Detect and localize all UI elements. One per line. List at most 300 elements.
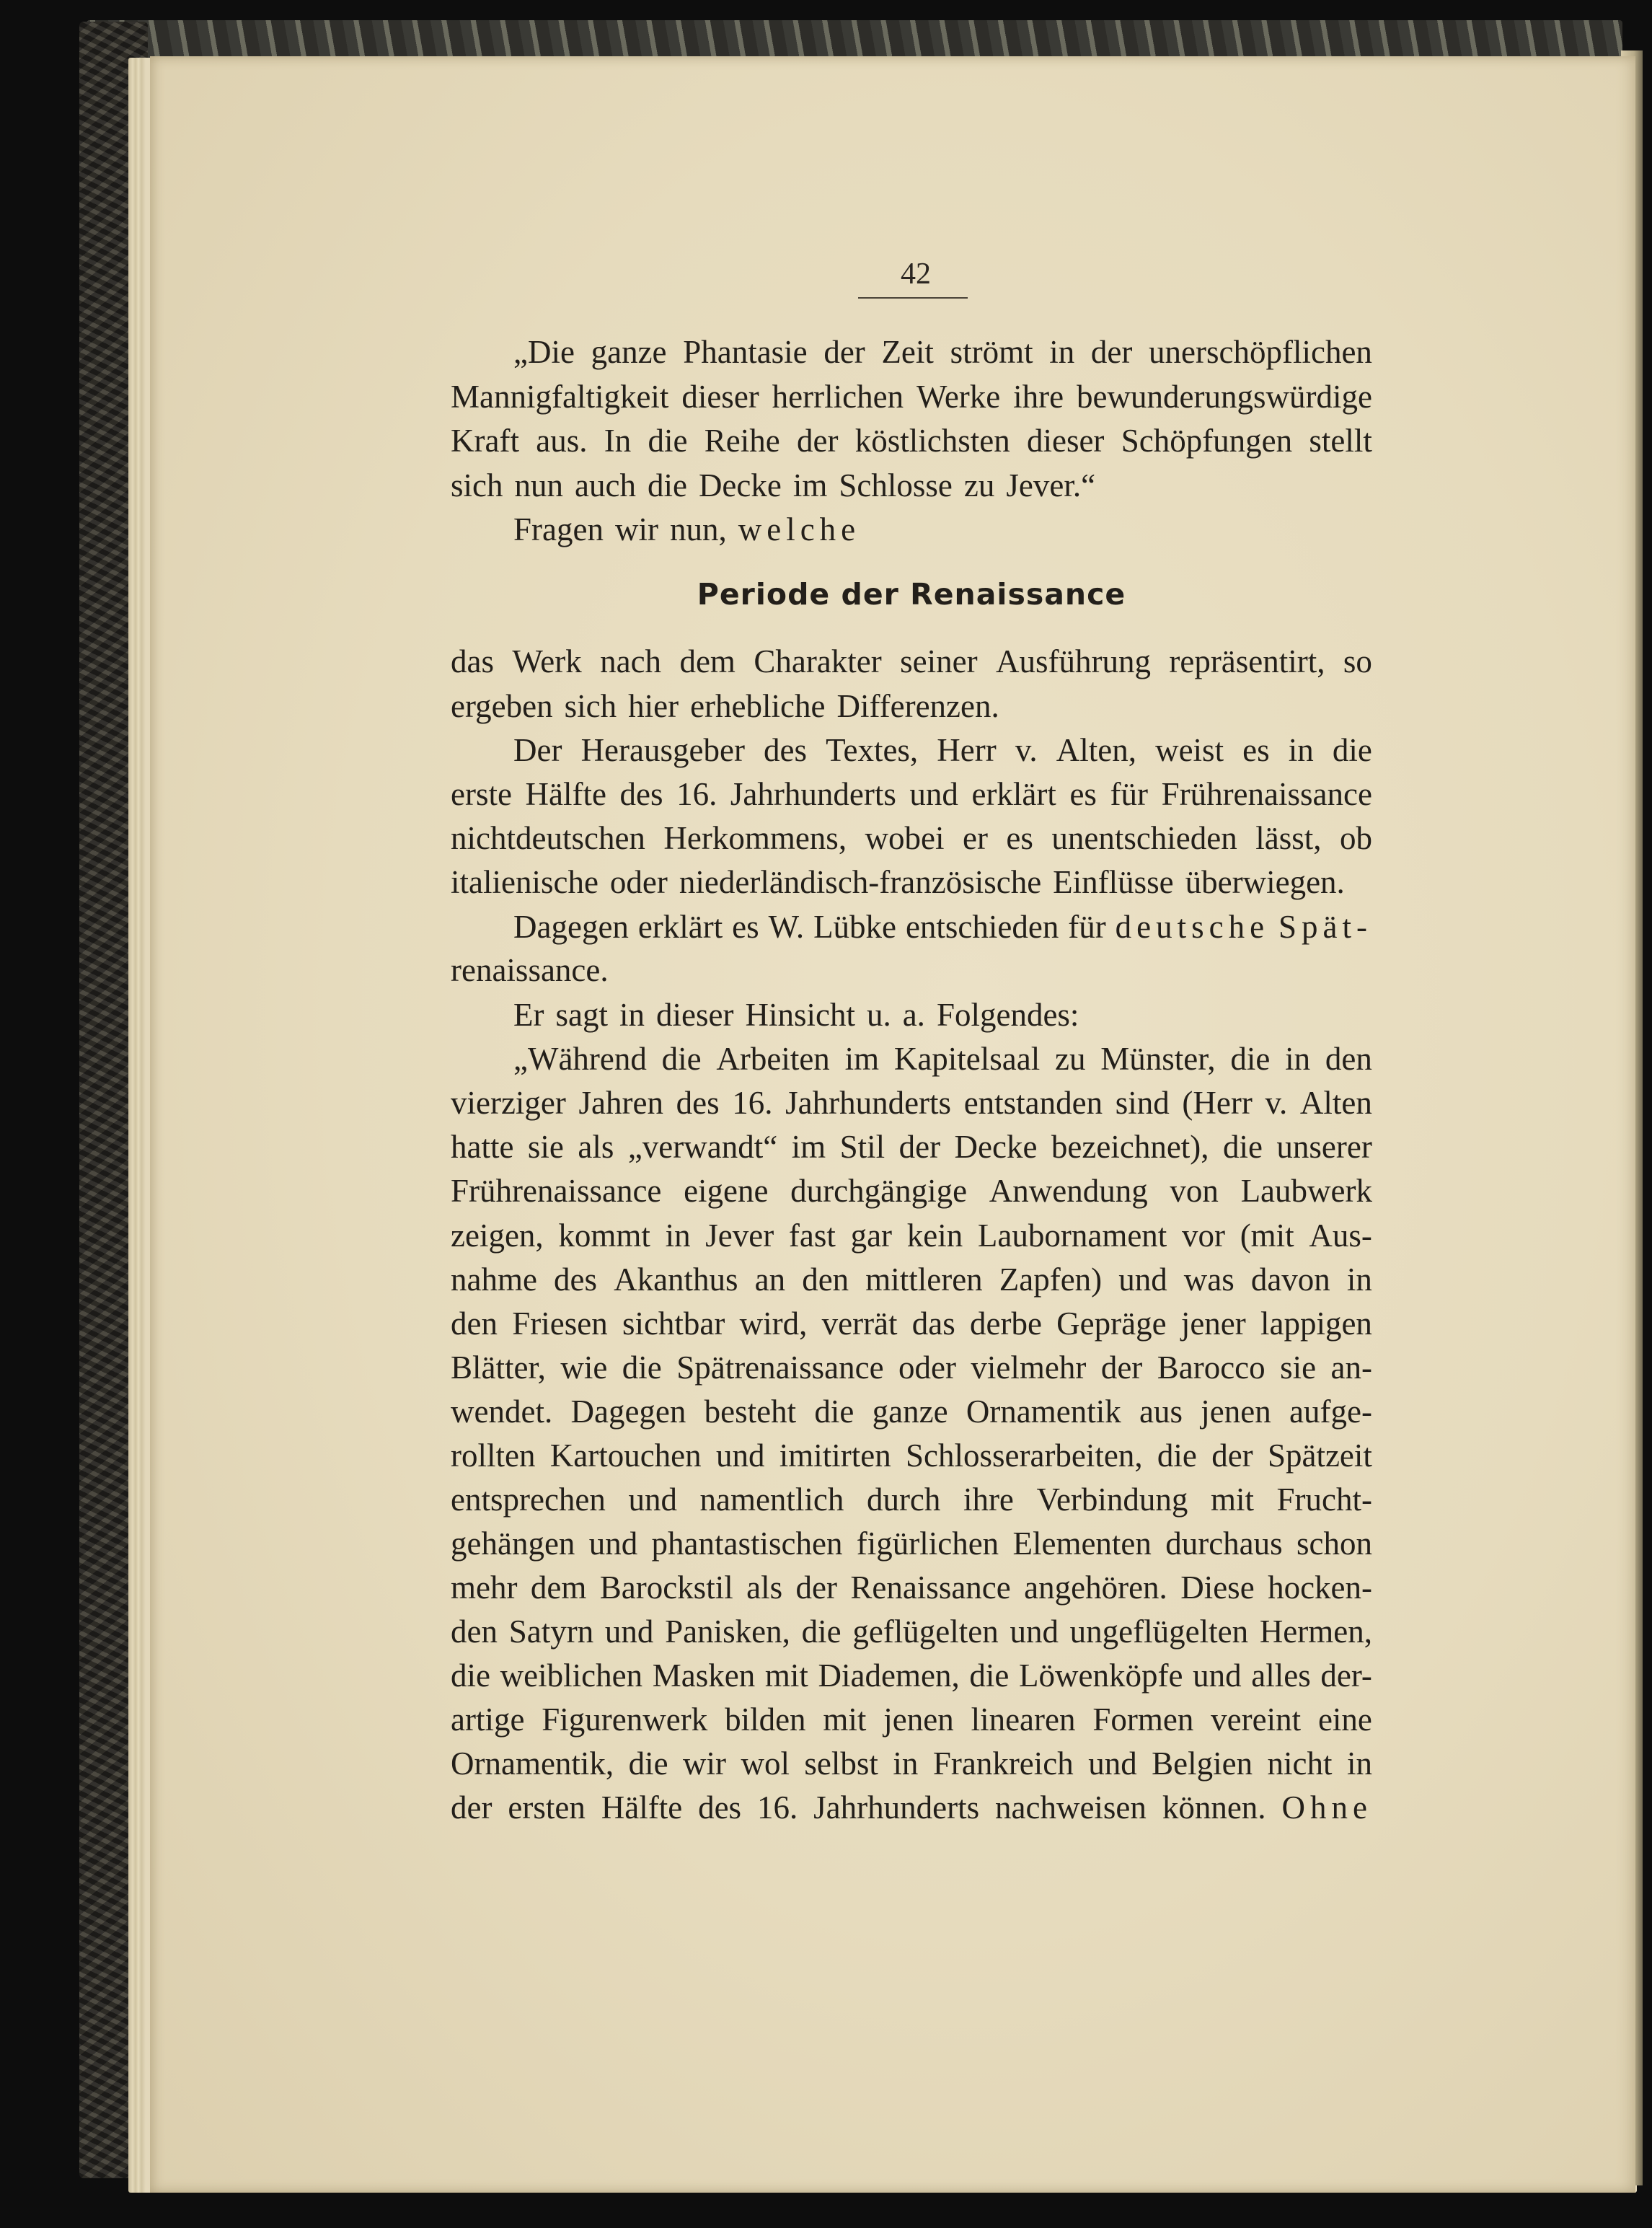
page-number-rule [858, 297, 968, 299]
word: sind [1115, 1085, 1170, 1121]
word: ob [1339, 820, 1372, 856]
word: nun, [669, 511, 727, 547]
text-line [451, 1169, 1372, 1212]
word: köstlichsten [854, 423, 1010, 459]
word: und [628, 1481, 677, 1518]
word: den [451, 1305, 498, 1342]
word: Kartouchen [549, 1437, 702, 1474]
text-line [451, 1258, 1372, 1301]
word: als [578, 1129, 614, 1165]
word: renaissance. [451, 952, 609, 988]
word: mit [823, 1701, 867, 1738]
word: Alten, [1056, 732, 1136, 768]
word: 16. [676, 776, 717, 812]
word: entschieden [905, 909, 1059, 945]
word: in [1346, 1745, 1372, 1782]
text-line [451, 1302, 1372, 1345]
word: ganze [872, 1393, 948, 1430]
word: angehören. [1024, 1569, 1167, 1606]
word: nun [514, 467, 563, 503]
word: Ohne [1281, 1789, 1372, 1826]
word: in [1346, 1261, 1372, 1298]
word: Alten [1299, 1085, 1372, 1121]
word: Jahren [578, 1085, 663, 1121]
word: deutsche [1115, 909, 1270, 945]
word: Fragen [513, 511, 604, 547]
word: das [451, 643, 494, 679]
word: im [844, 1041, 880, 1077]
word: die [1332, 732, 1372, 768]
word: in [665, 1218, 691, 1254]
word: bewunderungswürdige [1077, 379, 1372, 415]
word: jenen [1201, 1393, 1271, 1430]
word: u. [866, 997, 891, 1033]
word: mit [764, 1657, 808, 1694]
word: hocken- [1268, 1569, 1372, 1606]
word: der [1090, 334, 1133, 370]
word: der- [1320, 1657, 1372, 1694]
word: was [1183, 1261, 1234, 1298]
word: W. [768, 909, 805, 945]
word: eine [1317, 1701, 1372, 1738]
word: Jahrhunderts [813, 1789, 980, 1826]
word: Formen [1092, 1701, 1194, 1738]
word: Elementen [1012, 1525, 1152, 1562]
word: Frankreich [932, 1745, 1074, 1782]
text-line [451, 816, 1372, 860]
word: oder [609, 864, 668, 900]
word: Schöpfungen [1121, 423, 1293, 459]
word: strömt [950, 334, 1033, 370]
word: der [451, 1789, 492, 1826]
word: Herkommens, [663, 820, 847, 856]
word: im [792, 467, 828, 503]
word: verrät [821, 1305, 898, 1342]
text-line [451, 860, 1372, 904]
word: im [791, 1129, 826, 1165]
section-heading: Periode der Renaissance [697, 577, 1126, 612]
word: namentlich [699, 1481, 844, 1518]
word: Friesen [512, 1305, 608, 1342]
text-line [451, 1390, 1372, 1433]
word: und [715, 1437, 765, 1474]
word: repräsentirt, [1169, 643, 1325, 679]
text-line [451, 1522, 1372, 1565]
word: jener [1180, 1305, 1246, 1342]
word: Differenzen. [836, 688, 999, 724]
word: und [909, 776, 958, 812]
word: Anwendung [989, 1173, 1148, 1209]
word: die [647, 467, 687, 503]
word: (mit [1240, 1218, 1294, 1254]
word: Gepräge [1056, 1305, 1167, 1342]
word: durch [866, 1481, 941, 1518]
word: die [1230, 1041, 1271, 1077]
word: Barockstil [599, 1569, 733, 1606]
word: Einflüsse [1053, 864, 1174, 900]
word: zu [963, 467, 995, 503]
word: Schlosse [839, 467, 953, 503]
word: des [619, 776, 663, 812]
word: fast [788, 1218, 836, 1254]
word: und [1118, 1261, 1167, 1298]
word: der [1100, 1349, 1143, 1386]
word: Masken [652, 1657, 756, 1694]
word: weiblichen [500, 1657, 643, 1694]
word: auch [575, 467, 636, 503]
word: der [796, 423, 839, 459]
word: die [969, 1657, 1010, 1694]
text-line [513, 728, 1372, 772]
word: wird, [739, 1305, 808, 1342]
word: es [1069, 776, 1097, 812]
word: der [1211, 1437, 1253, 1474]
word: Hälfte [601, 1789, 683, 1826]
word: Laubwerk [1240, 1173, 1372, 1209]
word: Diademen, [818, 1657, 960, 1694]
word: der [795, 1569, 837, 1606]
word: in [893, 1745, 919, 1782]
word: Ausführung [995, 643, 1151, 679]
word: die [628, 1745, 668, 1782]
text-line [451, 1125, 1372, 1168]
word: überwiegen. [1185, 864, 1345, 900]
word: Jever.“ [1006, 467, 1096, 503]
word: Mannigfaltigkeit [451, 379, 669, 415]
word: des [676, 1085, 720, 1121]
word: können. [1162, 1789, 1266, 1826]
word: gehängen [451, 1525, 575, 1562]
word: an [754, 1261, 786, 1298]
text-line [451, 1478, 1372, 1521]
text-line [451, 1786, 1372, 1829]
word: Zeit [881, 334, 934, 370]
word: mit [1210, 1481, 1254, 1518]
word: erhebliche [690, 688, 826, 724]
word: die [451, 1657, 490, 1694]
word: oder [898, 1349, 956, 1386]
text-line [513, 1037, 1372, 1080]
word: den [451, 1613, 498, 1650]
word: Figurenwerk [542, 1701, 708, 1738]
word: durchgängige [790, 1173, 968, 1209]
word: und [588, 1525, 638, 1562]
word: Panisken, [665, 1613, 790, 1650]
word: Kapitelsaal [893, 1041, 1041, 1077]
word: die [801, 1613, 842, 1650]
word: linearen [971, 1701, 1076, 1738]
word: den [802, 1261, 849, 1298]
text-line [451, 1346, 1372, 1389]
word: (Herr [1182, 1085, 1253, 1121]
text-line [451, 1434, 1372, 1477]
word: mittleren [865, 1261, 983, 1298]
word: Akanthus [614, 1261, 738, 1298]
word: hatte [451, 1129, 514, 1165]
word: Ornamentik, [451, 1745, 614, 1782]
word: 16. [732, 1085, 773, 1121]
text-line [451, 1566, 1372, 1609]
text-line [451, 1698, 1372, 1741]
word: hier [628, 688, 679, 724]
word: unentschieden [1051, 820, 1237, 856]
word: Hermen, [1259, 1613, 1372, 1650]
word: vierziger [451, 1085, 566, 1121]
word: rollten [451, 1437, 536, 1474]
word: Hinsicht [745, 997, 855, 1033]
word: es [1242, 732, 1270, 768]
word: Stil [839, 1129, 885, 1165]
word: Textes, [826, 732, 919, 768]
word: aus. [536, 423, 588, 459]
word: Werke [916, 379, 1001, 415]
word: besteht [704, 1393, 797, 1430]
word: Jahrhunderts [785, 1085, 952, 1121]
word: Hälfte [525, 776, 606, 812]
text-line [513, 905, 1372, 948]
word: wol [741, 1745, 790, 1782]
word: des [764, 732, 808, 768]
word: Blätter, [451, 1349, 546, 1386]
word: Satyrn [508, 1613, 594, 1650]
word: das [911, 1305, 955, 1342]
word: herrlichen [772, 379, 904, 415]
word: vor [1182, 1218, 1225, 1254]
word: Aus- [1309, 1218, 1372, 1254]
word: davon [1250, 1261, 1330, 1298]
word: dieser [656, 997, 734, 1033]
word: entstanden [963, 1085, 1103, 1121]
word: und [1010, 1613, 1059, 1650]
word: so [1343, 643, 1372, 679]
word: den [1325, 1041, 1372, 1077]
word: von [1170, 1173, 1219, 1209]
word: kommt [558, 1218, 650, 1254]
word: in [1285, 1041, 1311, 1077]
word: zeigen, [451, 1218, 544, 1254]
word: Löwenköpfe [1019, 1657, 1183, 1694]
word: Dagegen [570, 1393, 686, 1430]
word: als [746, 1569, 783, 1606]
word: des [698, 1789, 742, 1826]
word: „verwandt“ [627, 1129, 778, 1165]
word: und [1193, 1657, 1242, 1694]
word: 16. [756, 1789, 798, 1826]
word: sie [527, 1129, 564, 1165]
word: dieser [1026, 423, 1105, 459]
word: erklärt [637, 909, 723, 945]
word: eigene [684, 1173, 769, 1209]
word: wir [614, 511, 658, 547]
word: vielmehr [971, 1349, 1087, 1386]
word: wendet. [451, 1393, 553, 1430]
word: Spätzeit [1267, 1437, 1372, 1474]
word: sich [451, 467, 503, 503]
word: ungeflügelten [1069, 1613, 1249, 1650]
word: Jever [705, 1218, 774, 1254]
word: „Während [513, 1041, 647, 1077]
word: Spät- [1278, 909, 1372, 945]
word: unserer [1276, 1129, 1372, 1165]
word: lappigen [1260, 1305, 1372, 1342]
word: italienische [451, 864, 598, 900]
word: Er [513, 997, 544, 1033]
word: Werk [512, 643, 582, 679]
word: v. [1015, 732, 1038, 768]
word: wir [683, 1745, 727, 1782]
word: sagt [555, 997, 608, 1033]
word: erste [451, 776, 512, 812]
word: figürlichen [856, 1525, 999, 1562]
word: phantastischen [651, 1525, 843, 1562]
word: aus [1139, 1393, 1183, 1430]
word: er [962, 820, 988, 856]
word: welche [738, 511, 861, 547]
word: Decke [698, 467, 782, 503]
word: a. [902, 997, 925, 1033]
text-line [451, 1654, 1372, 1697]
word: Münster, [1100, 1041, 1216, 1077]
text-line [451, 1610, 1372, 1653]
text-line [451, 419, 1372, 462]
text-line [451, 684, 1372, 728]
word: unerschöpflichen [1149, 334, 1372, 370]
word: es [1006, 820, 1033, 856]
word: nicht [1267, 1745, 1333, 1782]
word: erklärt [971, 776, 1056, 812]
word: schon [1296, 1525, 1372, 1562]
word: bezeichnet), [1051, 1129, 1209, 1165]
word: für [1110, 776, 1148, 812]
word: Dagegen [513, 909, 629, 945]
word: sichtbar [622, 1305, 725, 1342]
word: Spätrenaissance [676, 1349, 884, 1386]
word: die [1157, 1437, 1197, 1474]
word: nahme [451, 1261, 537, 1298]
text-line [451, 1742, 1372, 1785]
word: nachweisen [995, 1789, 1147, 1826]
text-line [451, 464, 1372, 507]
word: dem [679, 643, 736, 679]
word: Laubornament [977, 1218, 1167, 1254]
word: alles [1251, 1657, 1311, 1694]
word: vereint [1211, 1701, 1302, 1738]
text-line [513, 330, 1372, 374]
word: Lübke [813, 909, 897, 945]
word: seiner [900, 643, 978, 679]
text-line [451, 1081, 1372, 1124]
page-number: 42 [901, 257, 931, 291]
word: Frührenaissance [1161, 776, 1372, 812]
word: „Die [513, 334, 575, 370]
text-line [451, 640, 1372, 683]
word: v. [1265, 1085, 1288, 1121]
word: die [814, 1393, 854, 1430]
word: und [1088, 1745, 1137, 1782]
word: geflügelten [852, 1613, 999, 1650]
word: die [1222, 1129, 1263, 1165]
word: in [1049, 334, 1075, 370]
text-line [513, 508, 1372, 551]
word: ihre [1013, 379, 1064, 415]
word: sie [1280, 1349, 1317, 1386]
word: der [823, 334, 865, 370]
word: nach [600, 643, 662, 679]
word: Folgendes: [936, 997, 1079, 1033]
word: stellt [1309, 423, 1372, 459]
word: Kraft [451, 423, 519, 459]
word: Phantasie [683, 334, 808, 370]
word: Ornamentik [966, 1393, 1121, 1430]
word: Frührenaissance [451, 1173, 662, 1209]
word: entsprechen [451, 1481, 606, 1518]
word: artige [451, 1701, 525, 1738]
word: wobei [865, 820, 945, 856]
word: Charakter [754, 643, 882, 679]
word: gar [850, 1218, 893, 1254]
word: ersten [508, 1789, 586, 1826]
word: derbe [970, 1305, 1042, 1342]
word: für [1068, 909, 1106, 945]
word: der [898, 1129, 941, 1165]
word: Decke [954, 1129, 1038, 1165]
word: ganze [591, 334, 667, 370]
word: dieser [681, 379, 759, 415]
word: dem [530, 1569, 587, 1606]
word: aufge- [1289, 1393, 1372, 1430]
word: zu [1055, 1041, 1086, 1077]
word: jenen [883, 1701, 954, 1738]
word: die [648, 423, 688, 459]
word: selbst [804, 1745, 878, 1782]
word: Schlosserarbeiten, [905, 1437, 1143, 1474]
text-line [451, 1214, 1372, 1257]
word: in [1288, 732, 1314, 768]
word: Herausgeber [580, 732, 745, 768]
text-line [451, 375, 1372, 418]
word: kein [906, 1218, 963, 1254]
word: Herr [937, 732, 997, 768]
word: durchaus [1165, 1525, 1283, 1562]
word: Reihe [704, 423, 780, 459]
word: Belgien [1152, 1745, 1253, 1782]
word: Renaissance [850, 1569, 1011, 1606]
word: Barocco [1157, 1349, 1265, 1386]
word: bilden [725, 1701, 806, 1738]
word: des [554, 1261, 598, 1298]
text-line [451, 948, 1372, 992]
word: Der [513, 732, 562, 768]
word: Verbindung [1036, 1481, 1188, 1518]
word: In [604, 423, 632, 459]
word: Diese [1180, 1569, 1255, 1606]
word: lässt, [1255, 820, 1322, 856]
word: wie [560, 1349, 608, 1386]
word: an- [1330, 1349, 1372, 1386]
word: in [619, 997, 645, 1033]
word: mehr [451, 1569, 518, 1606]
word: Arbeiten [716, 1041, 830, 1077]
word: die [661, 1041, 702, 1077]
text-line [451, 772, 1372, 816]
word: Frucht- [1276, 1481, 1372, 1518]
word: niederländisch-französische [679, 864, 1042, 900]
word: weist [1155, 732, 1224, 768]
word: es [732, 909, 759, 945]
word: Zapfen) [999, 1261, 1103, 1298]
text-line [513, 993, 1372, 1036]
word: imitirten [779, 1437, 891, 1474]
